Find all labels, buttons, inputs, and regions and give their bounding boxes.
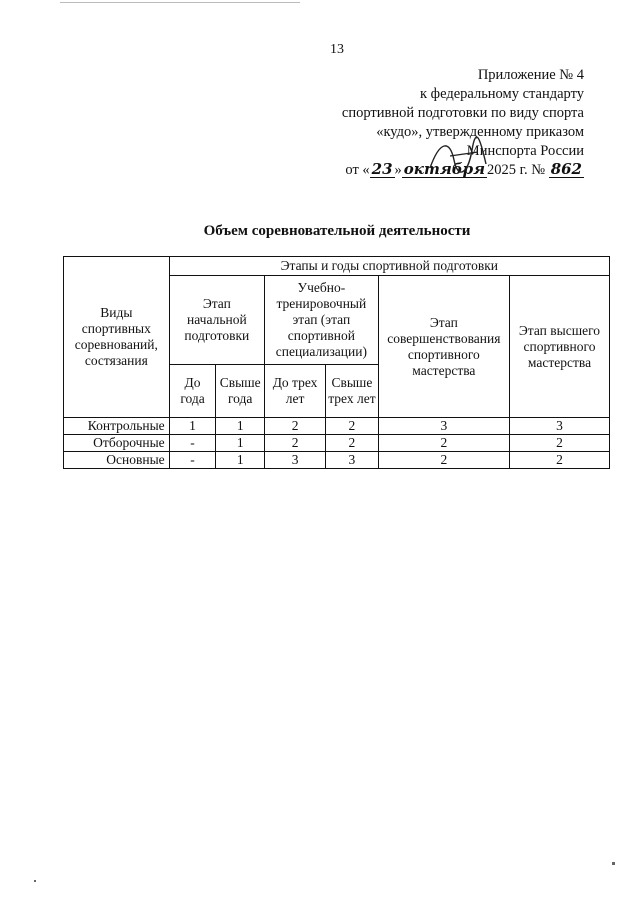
table-cell: 2	[265, 418, 326, 435]
order-number: 862	[550, 160, 582, 178]
header-stage-training: Учебно-тренировочный этап (этап спортивной специализации)	[265, 276, 379, 365]
date-year: 2025 г. №	[487, 162, 546, 178]
signature-scribble	[420, 130, 500, 180]
table-cell: 1	[169, 418, 216, 435]
table-cell: 2	[265, 435, 326, 452]
page-number: 13	[330, 42, 344, 57]
subheader-up-to-three-years: До трех лет	[265, 365, 326, 418]
date-month: октября	[403, 160, 486, 178]
table-row	[64, 435, 610, 452]
competition-volume-table	[63, 256, 610, 469]
scan-speck	[34, 880, 36, 882]
table-cell: 2	[509, 452, 609, 469]
table-cell: 1	[216, 452, 265, 469]
date-prefix: от «	[345, 162, 370, 178]
date-day: 23	[371, 160, 393, 178]
table-cell: 1	[216, 435, 265, 452]
table-cell: 3	[265, 452, 326, 469]
scan-speck	[612, 862, 615, 865]
table-cell: 3	[326, 452, 379, 469]
table-cell: -	[169, 435, 216, 452]
header-stage-highest: Этап высшего спортивного мастерства	[509, 276, 609, 418]
table-row	[64, 418, 610, 435]
header-stage-initial: Этап начальной подготовки	[169, 276, 264, 365]
table-cell: 2	[378, 435, 509, 452]
table-cell: 2	[326, 418, 379, 435]
subheader-over-year: Свыше года	[216, 365, 265, 418]
appendix-line-5: Минспорта России	[466, 143, 584, 159]
subheader-over-three-years: Свыше трех лет	[326, 365, 379, 418]
table-cell: 2	[378, 452, 509, 469]
scan-top-edge	[60, 2, 300, 3]
table-cell: 2	[326, 435, 379, 452]
table-cell: -	[169, 452, 216, 469]
header-stage-improvement: Этап совершенствования спортивного мастерства	[378, 276, 509, 418]
row-label: Отборочные	[64, 435, 170, 452]
appendix-line-2: к федеральному стандарту	[420, 86, 584, 102]
header-stages: Этапы и годы спортивной подготовки	[169, 257, 609, 276]
row-label: Контрольные	[64, 418, 170, 435]
row-label: Основные	[64, 452, 170, 469]
header-competition-types: Виды спортивных соревнований, состязания	[64, 257, 170, 418]
table-row	[64, 452, 610, 469]
table-cell: 3	[509, 418, 609, 435]
table-cell: 3	[378, 418, 509, 435]
date-mid: »	[394, 162, 402, 178]
appendix-line-4: «кудо», утвержденному приказом	[376, 124, 584, 140]
table-cell: 1	[216, 418, 265, 435]
subheader-up-to-year: До года	[169, 365, 216, 418]
document-title: Объем соревновательной деятельности	[203, 223, 471, 239]
appendix-line-3: спортивной подготовки по виду спорта	[341, 105, 584, 121]
appendix-line-1: Приложение № 4	[477, 67, 584, 83]
table-cell: 2	[509, 435, 609, 452]
